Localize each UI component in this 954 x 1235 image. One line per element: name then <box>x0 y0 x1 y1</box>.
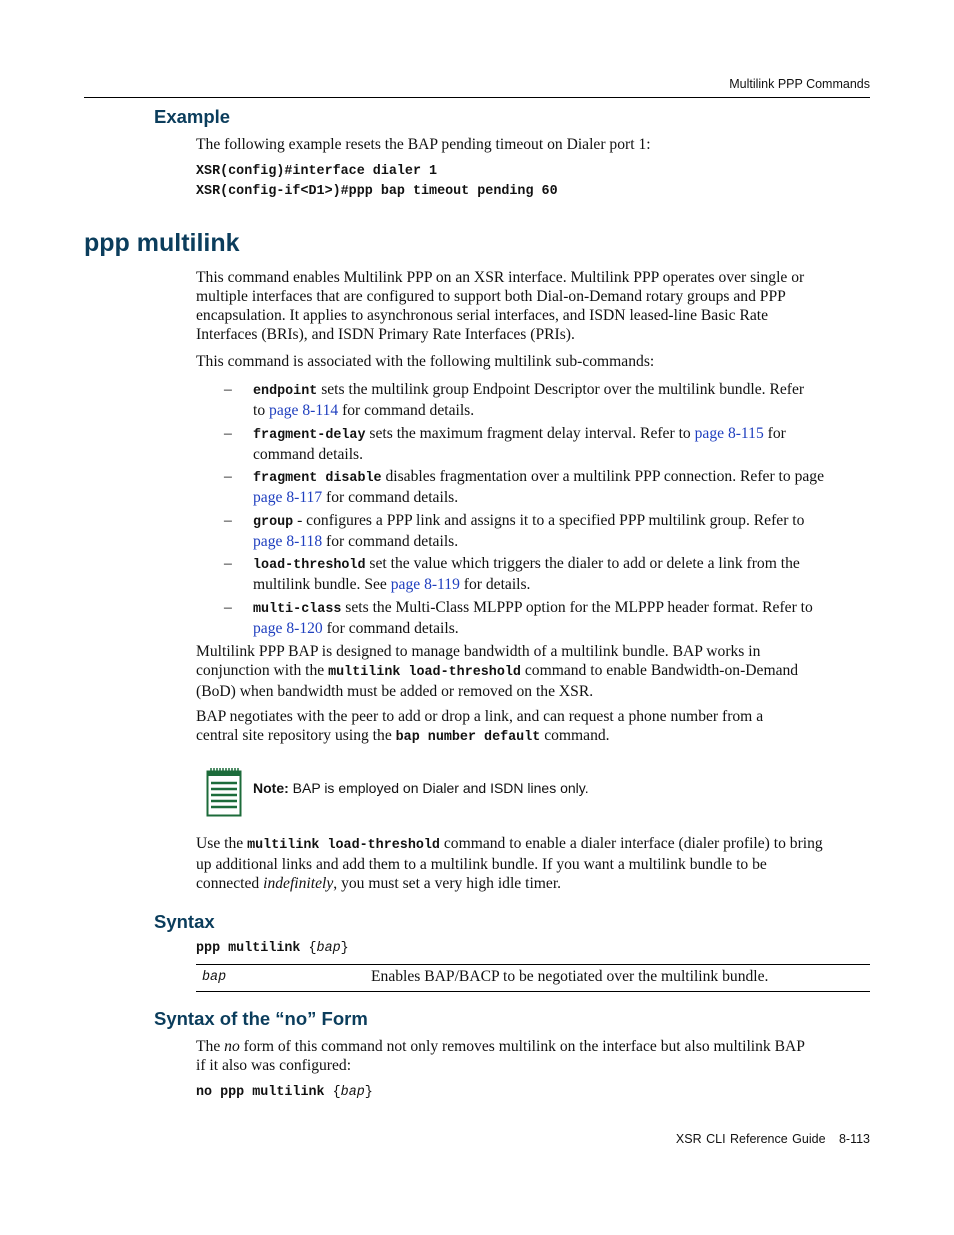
subcommand-name: multi-class <box>253 602 342 617</box>
list-item-endpoint: endpoint sets the multilink group Endpoint Descriptor over the multilink bundle. Refer to page 8-114 for command details. <box>253 381 805 419</box>
subcommand-name: fragment-delay <box>253 428 366 443</box>
page-link[interactable]: page 8-117 <box>253 489 323 506</box>
example-code-line-2: XSR(config-if<D1>)#ppp bap timeout pending 60 <box>196 184 558 199</box>
example-intro: The following example resets the BAP pending timeout on Dialer port 1: <box>196 136 651 153</box>
table-rule <box>196 964 870 965</box>
no-form-command: no ppp multilink {bap} <box>196 1085 373 1100</box>
page-link[interactable]: page 8-118 <box>253 533 323 550</box>
page-link[interactable]: page 8-115 <box>694 425 764 442</box>
list-dash: – <box>224 512 232 529</box>
running-header: Multilink PPP Commands <box>729 77 870 91</box>
syntax-heading: Syntax <box>154 911 215 932</box>
notepad-icon <box>206 767 242 817</box>
note-text: Note: BAP is employed on Dialer and ISDN lines only. <box>253 780 589 796</box>
bap-paragraph-1: Multilink PPP BAP is designed to manage bandwidth of a multilink bundle. BAP works in conjunction with the multilink load-threshold command to enable Bandwidth-on-Demand (BoD) when bandwidth must be added or removed on the XSR. <box>196 643 799 700</box>
bap-paragraph-2: BAP negotiates with the peer to add or drop a link, and can request a phone number from a central site repository using the bap number default command. <box>196 708 764 745</box>
desc-line: This command enables Multilink PPP on an XSR interface. Multilink PPP operates over single or <box>196 269 805 286</box>
no-form-description: The no form of this command not only removes multilink on the interface but also multilink BAP if it also was configured: <box>196 1038 805 1074</box>
assoc-intro: This command is associated with the following multilink sub-commands: <box>196 353 655 370</box>
list-dash: – <box>224 468 232 485</box>
list-item-multi-class: multi-class sets the Multi-Class MLPPP option for the MLPPP header format. Refer to page 8-120 for command details. <box>253 599 813 637</box>
param-name: bap <box>202 970 227 985</box>
page-link[interactable]: page 8-119 <box>390 576 460 593</box>
list-dash: – <box>224 381 232 398</box>
note-label: Note: <box>253 780 289 796</box>
subcommand-name: fragment disable <box>253 471 382 486</box>
subcommand-name: group <box>253 515 294 530</box>
command-title: ppp multilink <box>84 229 240 257</box>
subcommand-name: load-threshold <box>253 558 366 573</box>
inline-code: multilink load-threshold <box>328 665 521 680</box>
list-item-fragment-delay: fragment-delay sets the maximum fragment delay interval. Refer to page 8-115 for command details. <box>253 425 786 463</box>
subcommand-name: endpoint <box>253 384 318 399</box>
list-dash: – <box>224 425 232 442</box>
inline-code: bap number default <box>395 730 541 745</box>
param-description: Enables BAP/BACP to be negotiated over the multilink bundle. <box>371 968 769 985</box>
page-number: 8-113 <box>838 1132 870 1146</box>
syntax-command: ppp multilink {bap} <box>196 941 349 956</box>
guide-title: XSR CLI Reference Guide <box>675 1132 826 1146</box>
page-link[interactable]: page 8-120 <box>253 620 323 637</box>
header-rule <box>84 97 870 98</box>
example-heading: Example <box>154 106 231 127</box>
list-item-load-threshold: load-threshold set the value which triggers the dialer to add or delete a link from the multilink bundle. See page 8-119 for details. <box>253 555 800 593</box>
list-item-group: group - configures a PPP link and assigns it to a specified PPP multilink group. Refer to page 8-118 for command details. <box>253 512 805 550</box>
command-description <box>196 268 868 344</box>
list-item-fragment-disable: fragment disable disables fragmentation over a multilink PPP connection. Refer to page page 8-117 for command details. <box>253 468 825 506</box>
usage-paragraph: Use the multilink load-threshold command to enable a dialer interface (dialer profile) to bring up additional links and add them to a multilink bundle. If you want a multilink bundle to be connected indefinitely, you must set a very high idle timer. <box>196 835 823 892</box>
no-form-heading: Syntax of the “no” Form <box>154 1008 368 1029</box>
list-dash: – <box>224 555 232 572</box>
table-rule <box>196 991 870 992</box>
desc-line: Interfaces (BRIs), and ISDN Primary Rate Interfaces (PRIs). <box>196 326 575 343</box>
desc-line: encapsulation. It applies to asynchronous serial interfaces, and ISDN leased-line Basic Rate <box>196 307 769 324</box>
inline-code: multilink load-threshold <box>247 838 440 853</box>
page-footer <box>676 1132 870 1146</box>
list-dash: – <box>224 599 232 616</box>
desc-line: multiple interfaces that are configured to support both Dial-on-Demand rotary groups and PPP <box>196 288 786 305</box>
example-code-line-1: XSR(config)#interface dialer 1 <box>196 164 438 179</box>
page-link[interactable]: page 8-114 <box>269 402 339 419</box>
